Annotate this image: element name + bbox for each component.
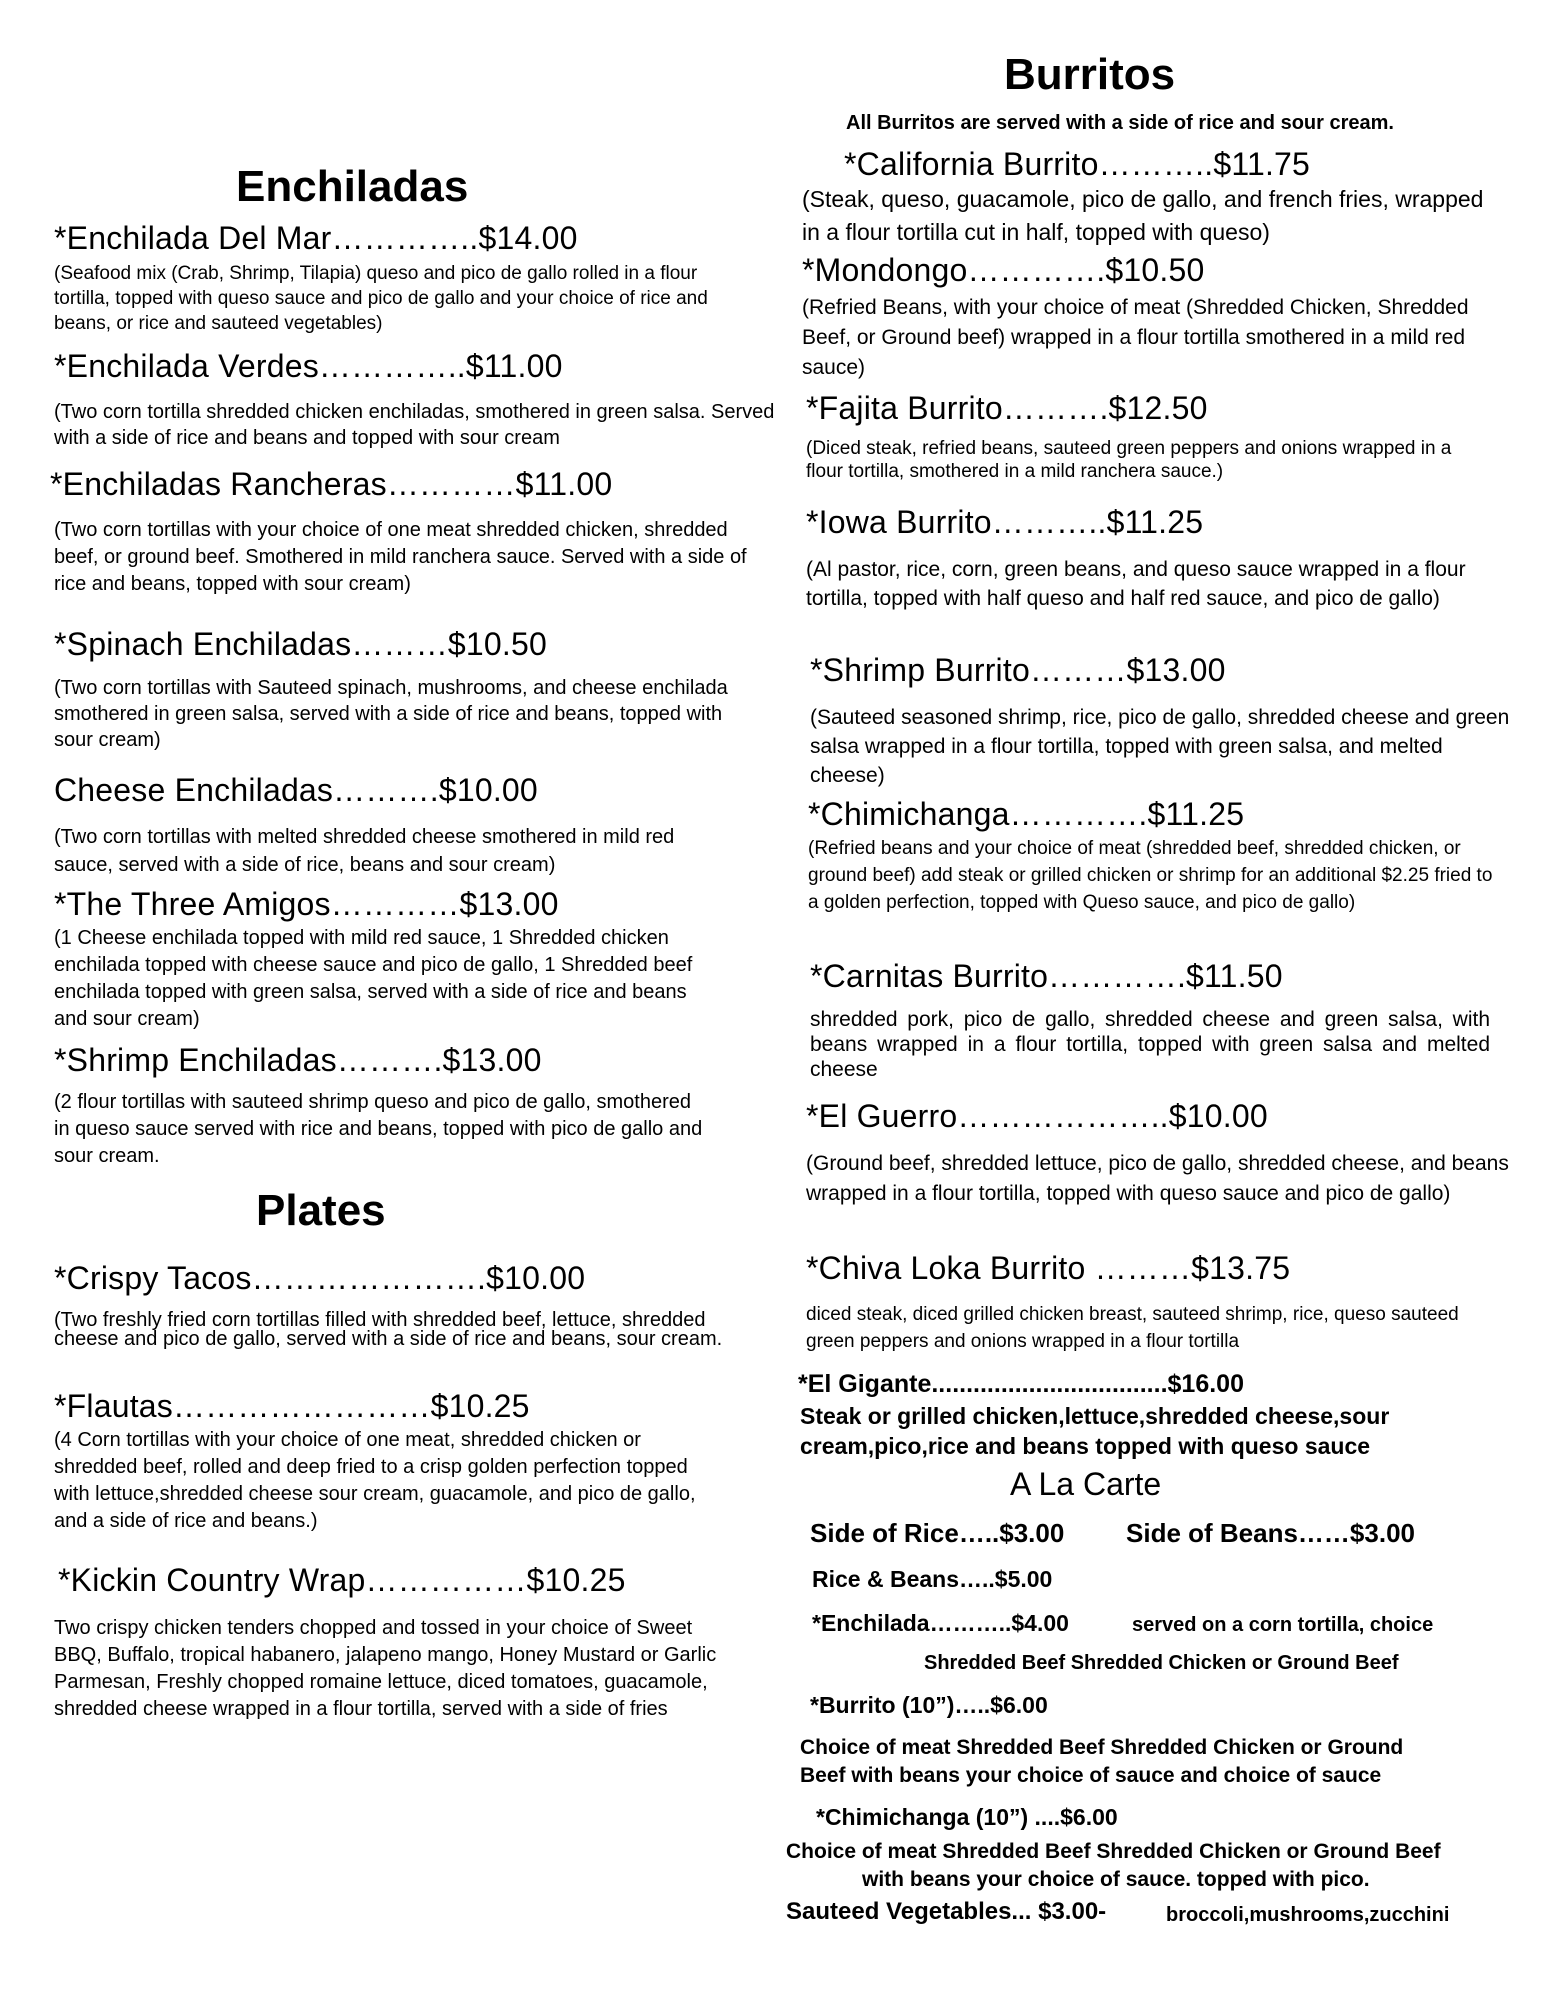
- item-title: *Shrimp Burrito………$13.00: [810, 652, 1226, 688]
- menu-item: [54, 1260, 774, 1349]
- item-title: *Spinach Enchiladas………$10.50: [54, 626, 548, 662]
- sauteed-vegetables-note: broccoli,mushrooms,zucchini: [1166, 1904, 1450, 1926]
- enchilada-note: served on a corn tortilla, choice: [1132, 1614, 1434, 1636]
- item-title: *California Burrito………..$11.75: [844, 146, 1311, 182]
- item-description: (Two corn tortillas with Sauteed spinach, mushrooms, and cheese enchilada smothered in green salsa, served with a side of rice and beans, topped with sour cream): [54, 677, 728, 751]
- item-title: *Enchilada Verdes…………..$11.00: [54, 348, 563, 384]
- menu-item: [54, 1562, 778, 1723]
- chimichanga-side: *Chimichanga (10”) ....$6.00: [816, 1804, 1118, 1830]
- menu-item: [810, 958, 1530, 1082]
- menu-item: [54, 772, 774, 879]
- item-title: Cheese Enchiladas……….$10.00: [54, 772, 538, 808]
- chimichanga-side-description-2: with beans your choice of sauce. topped with pico.: [862, 1868, 1370, 1891]
- enchilada-note-meats: Shredded Beef Shredded Chicken or Ground Beef: [924, 1652, 1399, 1674]
- sauteed-vegetables: Sauteed Vegetables... $3.00-: [786, 1898, 1107, 1925]
- menu-item: [50, 466, 770, 598]
- menu-item: [54, 886, 774, 1033]
- item-title: *Mondongo………….$10.50: [802, 252, 1205, 288]
- burrito-side-description: Choice of meat Shredded Beef Shredded Chicken or Ground Beef with beans your choice of sauce and choice of sauce: [800, 1736, 1404, 1787]
- item-description: (Sauteed seasoned shrimp, rice, pico de gallo, shredded cheese and green salsa wrapped in a flour tortilla, topped with green salsa, and melted cheese): [810, 706, 1510, 787]
- item-title: *Flautas……………………$10.25: [54, 1388, 530, 1424]
- item-title: *Enchilada Del Mar…………..$14.00: [54, 220, 578, 256]
- item-description: Two crispy chicken tenders chopped and tossed in your choice of Sweet BBQ, Buffalo, tropical habanero, jalapeno mango, Honey Mustard or Garlic Parmesan, Freshly chopped romaine lettuce, diced tomatoes, guacamole, shredded cheese wrapped in a flour tortilla, served with a side of fries: [54, 1617, 717, 1720]
- item-description: (Two corn tortilla shredded chicken enchiladas, smothered in green salsa. Served with a side of rice and beans and topped with sour cream: [54, 401, 775, 449]
- menu-item: [806, 390, 1526, 483]
- item-description: (Two corn tortillas with melted shredded cheese smothered in mild red sauce, served with a side of rice, beans and sour cream): [54, 826, 675, 876]
- menu-item: [54, 626, 774, 753]
- menu-item: [798, 1370, 1518, 1461]
- item-description: (1 Cheese enchilada topped with mild red sauce, 1 Shredded chicken enchilada topped with cheese sauce and pico de gallo, 1 Shredded beef enchilada topped with green salsa, served with a side of rice and beans and sour cream): [54, 927, 693, 1030]
- menu-item: [802, 252, 1522, 383]
- item-description: (Ground beef, shredded lettuce, pico de gallo, shredded cheese, and beans wrapped in a flour tortilla, topped with queso sauce and pico de gallo): [806, 1152, 1509, 1205]
- item-title: *Shrimp Enchiladas……….$13.00: [54, 1042, 542, 1078]
- menu-item: [54, 1042, 774, 1170]
- side-of-rice: Side of Rice…..$3.00: [810, 1518, 1065, 1548]
- item-title: *El Gigante..................................$16.00: [798, 1370, 1244, 1398]
- item-description: (Al pastor, rice, corn, green beans, and queso sauce wrapped in a flour tortilla, topped with half queso and half red sauce, and pico de gallo): [806, 558, 1466, 610]
- menu-item: [806, 1098, 1526, 1209]
- burrito-side: *Burrito (10”)…..$6.00: [810, 1692, 1048, 1718]
- item-description: (Two corn tortillas with your choice of one meat shredded chicken, shredded beef, or ground beef. Smothered in mild ranchera sauce. Served with a side of rice and beans, topped with sour cream): [54, 519, 747, 595]
- item-title: *Fajita Burrito……….$12.50: [806, 390, 1208, 426]
- item-title: *The Three Amigos…………$13.00: [54, 886, 559, 922]
- item-description: (Refried beans and your choice of meat (shredded beef, shredded chicken, or ground beef) add steak or grilled chicken or shrimp for an additional $2.25 fried to a golden perfection, topped with Queso sauce, and pico de gallo): [808, 838, 1493, 913]
- plates-heading: Plates: [256, 1186, 386, 1235]
- item-title: *Carnitas Burrito………….$11.50: [810, 958, 1283, 994]
- item-description: Steak or grilled chicken,lettuce,shredded cheese,sour cream,pico,rice and beans topped with queso sauce: [800, 1403, 1390, 1459]
- item-description: shredded pork, pico de gallo, shredded cheese and green salsa, with beans wrapped in a flour tortilla, topped with green salsa and melted cheese: [810, 1008, 1490, 1081]
- rice-and-beans: Rice & Beans…..$5.00: [812, 1566, 1053, 1592]
- menu-item: [808, 796, 1528, 916]
- enchilada-side: *Enchilada………..$4.00: [812, 1610, 1069, 1636]
- menu-item: [54, 348, 784, 451]
- item-description: (Refried Beans, with your choice of meat (Shredded Chicken, Shredded Beef, or Ground beef) wrapped in a flour tortilla smothered in a mild red sauce): [802, 296, 1469, 379]
- item-description: diced steak, diced grilled chicken breast, sauteed shrimp, rice, queso sauteed green peppers and onions wrapped in a flour tortilla: [806, 1304, 1459, 1352]
- burritos-heading: Burritos: [1004, 50, 1176, 99]
- item-title: *Iowa Burrito………..$11.25: [806, 504, 1204, 540]
- item-title: *El Guerro………………..$10.00: [806, 1098, 1268, 1134]
- menu-item: [802, 146, 1522, 249]
- burritos-subtitle: All Burritos are served with a side of rice and sour cream.: [846, 112, 1394, 134]
- menu-item: [806, 504, 1526, 613]
- item-title: *Chiva Loka Burrito ………$13.75: [806, 1250, 1291, 1286]
- item-description: (Steak, queso, guacamole, pico de gallo, and french fries, wrapped in a flour tortilla cut in half, topped with queso): [802, 186, 1484, 245]
- chimichanga-side-description: Choice of meat Shredded Beef Shredded Chicken or Ground Beef: [786, 1840, 1441, 1863]
- item-title: *Crispy Tacos………………….$10.00: [54, 1260, 586, 1296]
- item-description: (4 Corn tortillas with your choice of one meat, shredded chicken or shredded beef, rolled and deep fried to a crisp golden perfection topped with lettuce,shredded cheese sour cream, guacamole, and pico de gallo, and a side of rice and beans.): [54, 1429, 696, 1532]
- enchiladas-heading: Enchiladas: [236, 162, 469, 211]
- item-description: (Diced steak, refried beans, sauteed green peppers and onions wrapped in a flour tortilla, smothered in a mild ranchera sauce.): [806, 438, 1452, 482]
- menu-item: [806, 1250, 1526, 1355]
- item-title: *Enchiladas Rancheras…………$11.00: [50, 466, 613, 502]
- item-description: (Two freshly fried corn tortillas filled with shredded beef, lettuce, shredded cheese and pico de gallo, served with a side of rice and beans, sour cream.: [54, 1309, 723, 1350]
- item-description: (Seafood mix (Crab, Shrimp, Tilapia) queso and pico de gallo rolled in a flour tortilla, topped with queso sauce and pico de gallo and your choice of rice and beans, or rice and sauteed vegetables): [54, 263, 708, 334]
- item-title: *Kickin Country Wrap……………$10.25: [58, 1562, 626, 1598]
- item-description: (2 flour tortillas with sauteed shrimp queso and pico de gallo, smothered in queso sauce served with rice and beans, topped with pico de gallo and sour cream.: [54, 1091, 703, 1167]
- a-la-carte-heading: A La Carte: [1010, 1466, 1162, 1502]
- item-title: *Chimichanga………….$11.25: [808, 796, 1245, 832]
- side-of-beans: Side of Beans……$3.00: [1126, 1518, 1415, 1548]
- menu-item: [810, 652, 1530, 790]
- menu-item: [54, 220, 774, 336]
- menu-item: [54, 1388, 774, 1535]
